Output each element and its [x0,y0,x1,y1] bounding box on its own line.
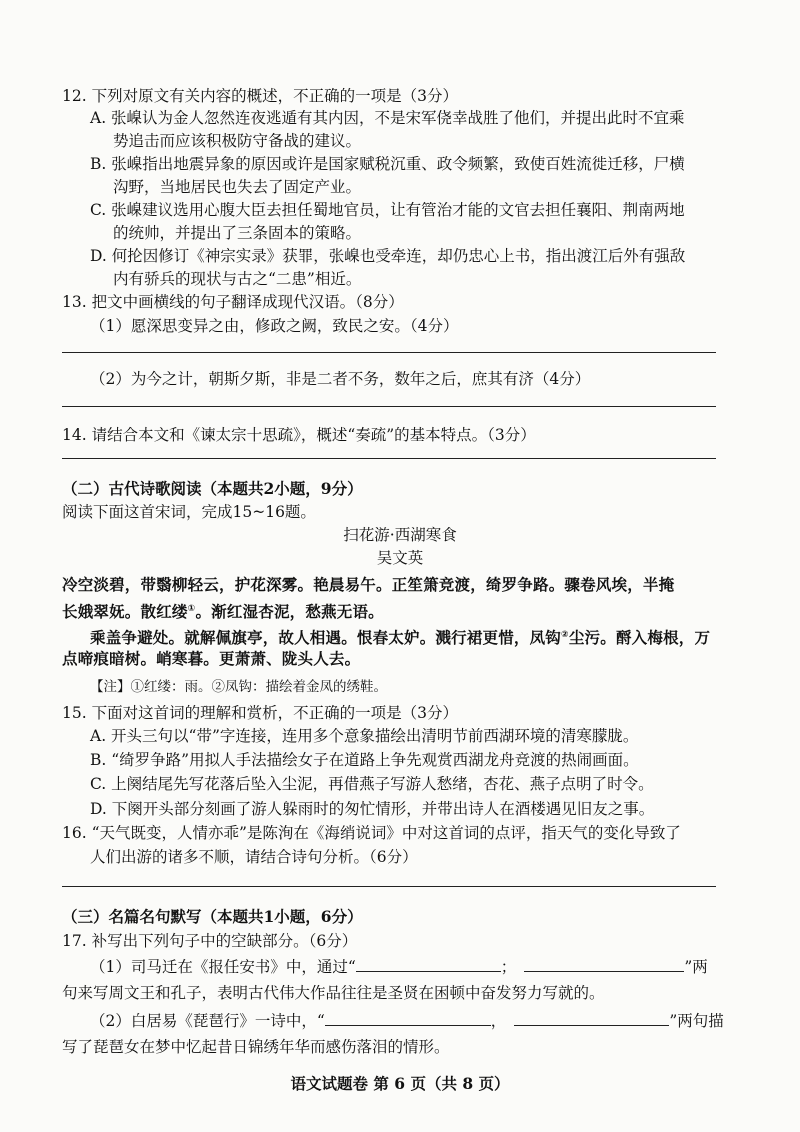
q12-option-b-cont: 沟野，当地居民也失去了固定产业。 [113,178,362,196]
q17-item-1 [90,956,708,978]
q17-text: （2）白居易《琵琶行》一诗中，“ [90,1012,325,1030]
section-intro: 阅读下面这首宋词，完成15~16题。 [62,503,316,521]
footnote-marker: ② [561,630,569,640]
answer-line [62,352,716,353]
page-footer: 语文试题卷 第 6 页（共 8 页） [290,1074,510,1093]
fill-blank[interactable] [356,957,501,972]
q17-item-2-cont: 写了琵琶女在梦中忆起昔日锦绣年华而感伤落泪的情形。 [62,1038,450,1056]
fill-blank[interactable] [524,957,684,972]
poem-line: 点啼痕暗树。峭寒暮。更萧萧、陇头人去。 [62,650,361,668]
section-heading: （三）名篇名句默写（本题共1小题，6分） [62,907,363,926]
section-heading: （二）古代诗歌阅读（本题共2小题，9分） [62,479,363,498]
q14-stem: 14. 请结合本文和《谏太宗十思疏》，概述“奏疏”的基本特点。（3分） [62,426,536,444]
poem-title: 扫花游·西湖寒食 [343,526,457,544]
q17-stem: 17. 补写出下列句子中的空缺部分。（6分） [62,932,358,950]
q17-text: （1）司马迁在《报任安书》中，通过“ [90,958,356,976]
q17-item-2 [90,1010,724,1032]
q13-stem: 13. 把文中画横线的句子翻译成现代汉语。（8分） [62,293,404,311]
q17-text: ”两句描 [669,1012,724,1030]
q15-stem: 15. 下面对这首词的理解和赏析，不正确的一项是（3分） [62,704,458,722]
q15-option-a: A. 开头三句以“带”字连接，连用多个意象描绘出清明节前西湖环境的清寒朦胧。 [90,727,639,745]
q12-option-b: B. 张嵲指出地震异象的原因或许是国家赋税沉重、政令频繁，致使百姓流徙迁移，尸横 [90,155,685,173]
q16-stem: 16. “天气既变，人情亦乖”是陈洵在《海绡说词》中对这首词的点评，指天气的变化导致了 [62,824,681,842]
q17-text: ， [490,1012,507,1030]
q13-sentence-1: （1）愿深思变异之由，修政之阙，致民之安。（4分） [90,317,459,335]
poem-line [62,598,384,623]
q12-option-c-cont: 的统帅，并提出了三条固本的策略。 [113,224,362,242]
q12-option-c: C. 张嵲建议选用心腹大臣去担任蜀地官员，让有管治才能的文官去担任襄阳、荆南两地 [90,201,685,219]
answer-line [62,458,716,459]
answer-line [62,406,716,407]
q12-stem: 12. 下列对原文有关内容的概述，不正确的一项是（3分） [62,87,458,105]
poem-author: 吴文英 [376,549,424,567]
q12-option-d: D. 何抡因修订《神宗实录》获罪，张嵲也受牵连，却仍忠心上书，指出渡江后外有强敌 [90,247,686,265]
footnote-marker: ① [187,604,196,614]
poem-text: 乘盖争避处。就解佩旗亭，故人相遇。恨春太妒。溅行裙更惜，凤钩 [90,629,562,648]
q13-sentence-2: （2）为今之计，朝斯夕斯，非是二者不务，数年之后，庶其有济（4分） [90,370,591,388]
q17-text: ”两 [684,958,708,976]
fill-blank[interactable] [514,1011,669,1026]
q12-option-a-cont: 势追击而应该积极防守备战的建议。 [113,132,362,150]
q12-option-d-cont: 内有骄兵的现状与古之“二患”相近。 [113,270,362,288]
poem-note: 【注】①红缕：雨。②凤钩：描绘着金凤的绣鞋。 [90,679,387,695]
poem-text: 长娥翠妩。散红缕 [62,603,188,622]
fill-blank[interactable] [325,1011,491,1026]
poem-line [90,624,710,649]
poem-text: 。渐红湿杏泥，愁燕无语。 [195,603,384,622]
q12-option-a: A. 张嵲认为金人忽然连夜逃遁有其内因，不是宋军侥幸战胜了他们，并提出此时不宜乘 [90,109,685,127]
q15-option-b: B. “绮罗争路”用拟人手法描绘女子在道路上争先观赏西湖龙舟竞渡的热闹画面。 [90,751,639,769]
q15-option-c: C. 上阕结尾先写花落后坠入尘泥，再借燕子写游人愁绪，杏花、燕子点明了时令。 [90,775,654,793]
q17-item-1-cont: 句来写周文王和孔子，表明古代伟大作品往往是圣贤在困顿中奋发努力写就的。 [62,984,605,1002]
answer-line [62,886,716,887]
poem-text: 尘污。酹入梅根，万 [568,629,711,648]
q15-option-d: D. 下阕开头部分刻画了游人躲雨时的匆忙情形，并带出诗人在酒楼遇见旧友之事。 [90,800,655,818]
q17-text: ； [500,958,517,976]
poem-line: 冷空淡碧，带翳柳轻云，护花深雾。艳晨易午。正笙箫竞渡，绮罗争路。骤卷风埃，半掩 [62,576,675,594]
q16-stem-cont: 人们出游的诸多不顺，请结合诗句分析。（6分） [90,848,418,866]
